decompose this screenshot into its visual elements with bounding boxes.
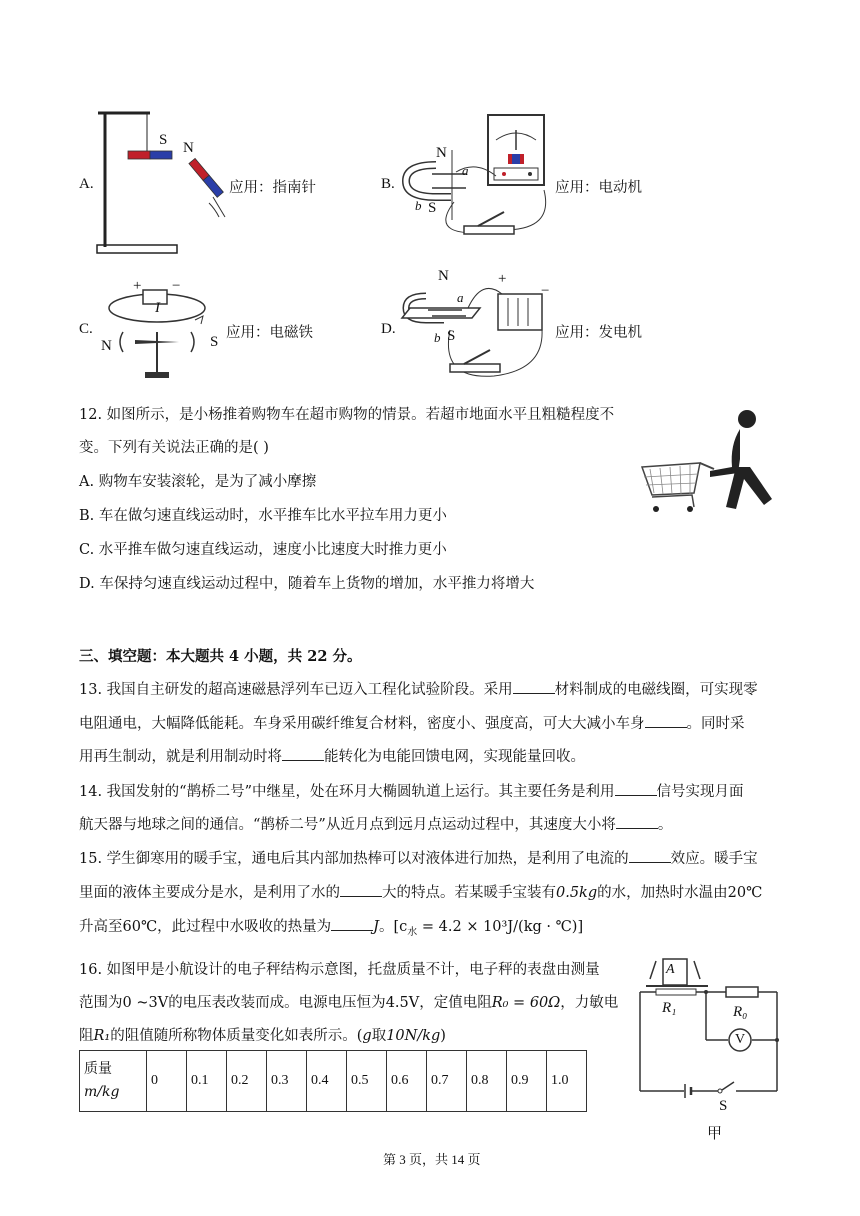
q13-text-3a: 用再生制动，就是利用制动时将 [79,749,282,765]
q15-c-subscript: 水 [407,926,418,938]
table-header-cell [80,1051,147,1112]
q13-line3 [79,746,585,767]
q15-blank-3[interactable] [331,916,373,931]
q14-blank-2[interactable] [616,814,658,829]
q16-line2 [79,993,618,1013]
q14-blank-1[interactable] [615,781,657,796]
plus-d: + [498,271,507,287]
circuit-caption: 甲 [707,1124,723,1142]
option-b-letter: B. [381,176,395,192]
label-s-c: S [210,334,219,350]
q16-text-2g: ，力敏电 [560,995,619,1011]
q15-line3 [79,916,583,943]
table-cell: 1.0 [547,1051,587,1112]
q16-g-value: 10N/kg [386,1028,441,1044]
q15-text-1b: 效应。暖手宝 [670,851,758,867]
q13-text-1b: 材料制成的电磁线圈，可实现零 [554,682,758,698]
q13-text-3b: 能转化为电能回馈电网，实现能量回收。 [324,749,585,765]
circuit-label-r1: R₁ [662,1000,677,1016]
table-cell: 0 [147,1051,187,1112]
q14-text-1b: 信号实现月面 [656,784,744,800]
q15-mass: 0.5kg [556,885,598,901]
q16-text-3e: 取 [371,1028,387,1044]
q15-text-2a: 里面的液体主要成分是水，是利用了水的 [79,885,340,901]
q15-text-1a: 15. 学生御寒用的暖手宝，通电后其内部加热棒可以对液体进行加热，是利用了电流的 [79,851,629,867]
q16-line1: 16. 如图甲是小航设计的电子秤结构示意图，托盘质量不计，电子秤的表盘由测量 [79,962,600,978]
label-s-a: S [159,132,168,148]
page-footer: 第 3 页，共 14 页 [383,1152,481,1167]
q12-option-a: A. 购物车安装滚轮，是为了减小摩擦 [79,474,317,490]
q14-line1 [79,781,744,802]
q12-stem-line2: 变。下列有关说法正确的是( ) [79,440,269,456]
q14-text-2a: 航天器与地球之间的通信。“鹊桥二号”从近月点到远月点运动过程中，其速度大小将 [79,817,616,833]
option-c-letter: C. [79,321,93,337]
q16-range: 0 ~3V [122,995,169,1011]
circuit-label-a: A [666,962,675,977]
option-d-letter: D. [381,321,396,337]
q15-line2 [79,882,762,903]
q14-line2 [79,814,672,835]
q15-text-2b: 大的特点。若某暖手宝装有 [382,885,556,901]
figure-b-motor [396,110,556,250]
q15-temp-end: 60℃ [122,919,158,935]
figure-c-current-loop [95,280,225,385]
minus-c: − [172,278,181,294]
table-cell: 0.9 [507,1051,547,1112]
q13-text-1a: 13. 我国自主研发的超高速磁悬浮列车已迈入工程化试验阶段。采用 [79,682,513,698]
q16-text-2a: 范围为 [79,995,123,1011]
q15-text-2d: 的水，加热时水温由 [597,885,728,901]
label-s-d: S [447,328,456,344]
label-a-b: a [462,163,469,178]
plus-c: + [133,278,142,294]
circuit-label-v: V [735,1032,746,1047]
label-a-d: a [457,290,464,305]
q14-text-1a: 14. 我国发射的“鹊桥二号”中继星，处在环月大椭圆轨道上运行。其主要任务是利用 [79,784,615,800]
q13-line1 [79,679,758,700]
table-cell: 0.7 [427,1051,467,1112]
q12-option-c: C. 水平推车做匀速直线运动，速度小比速度大时推力更小 [79,542,447,558]
header-unit: m/kg [84,1084,120,1100]
q15-text-3a: 升高至 [79,919,123,935]
q16-g: g [362,1028,372,1044]
q16-line3 [79,1026,446,1046]
q16-text-2e: ，定值电阻 [419,995,492,1011]
q15-blank-1[interactable] [629,848,671,863]
section-3-heading: 三、填空题：本大题共 4 小题，共 22 分。 [79,648,362,665]
q16-r1: R₁ [93,1028,111,1044]
q15-temp-start: 20℃ [727,885,763,901]
label-n-a: N [183,140,194,156]
label-n-d: N [438,268,449,284]
q13-blank-1[interactable] [513,679,555,694]
q16-text-3a: 阻 [79,1028,94,1044]
table-cell: 0.2 [227,1051,267,1112]
option-d-application: 应用：发电机 [555,325,642,341]
q16-voltage: 4.5V [385,995,420,1011]
option-c-application: 应用：电磁铁 [226,325,313,341]
q12-option-d: D. 车保持匀速直线运动过程中，随着车上货物的增加，水平推力将增大 [79,576,535,592]
q16-text-3c: 的阻值随所称物体质量变化如表所示。( [110,1028,363,1044]
label-b-d: b [434,330,441,345]
table-row [80,1051,587,1112]
option-b-application: 应用：电动机 [555,180,642,196]
q13-text-2a: 电阻通电，大幅降低能耗。车身采用碳纤维复合材料，密度小、强度高，可大大减小车身 [79,716,645,732]
q15-line1 [79,848,758,869]
q16-r0: R₀ = 60Ω [491,995,561,1011]
shopping-cart-figure [640,405,785,520]
table-cell: 0.3 [267,1051,307,1112]
table-cell: 0.8 [467,1051,507,1112]
q15-text-3c: ，此过程中水吸收的热量为 [157,919,332,935]
label-s-b: S [428,200,437,216]
q13-blank-2[interactable] [645,713,687,728]
q15-unit-j: J [373,919,379,935]
mass-table [79,1050,587,1112]
figure-a-compass [95,105,235,255]
q15-c-value: = 4.2 × 10³J/(kg · ℃)] [417,919,584,935]
q15-c-symbol: 。[c [379,919,408,935]
table-cell: 0.5 [347,1051,387,1112]
circuit-label-s: S [719,1098,728,1114]
minus-d: − [541,283,550,299]
circuit-figure [630,955,790,1100]
q13-text-2b: 。同时采 [686,716,745,732]
q15-blank-2[interactable] [340,882,382,897]
q14-text-2b: 。 [657,817,673,833]
table-cell: 0.4 [307,1051,347,1112]
q12-stem-line1: 12. 如图所示，是小杨推着购物车在超市购物的情景。若超市地面水平且粗糙程度不 [79,407,615,423]
q16-text-2c: 的电压表改装而成。电源电压恒为 [168,995,386,1011]
header-mass: 质量 [84,1062,112,1077]
label-i-c: I [155,300,160,316]
option-a-application: 应用：指南针 [229,180,316,196]
q13-blank-3[interactable] [282,746,324,761]
q12-option-b: B. 车在做匀速直线运动时，水平推车比水平拉车用力更小 [79,508,447,524]
q13-line2 [79,713,745,734]
option-a-letter: A. [79,176,94,192]
table-cell: 0.6 [387,1051,427,1112]
figure-d-generator [398,280,558,390]
label-b-b: b [415,198,422,213]
label-n-b: N [436,145,447,161]
table-cell: 0.1 [187,1051,227,1112]
label-n-c: N [101,338,112,354]
circuit-label-r0: R₀ [733,1004,748,1020]
q16-text-3g: ) [440,1028,446,1044]
